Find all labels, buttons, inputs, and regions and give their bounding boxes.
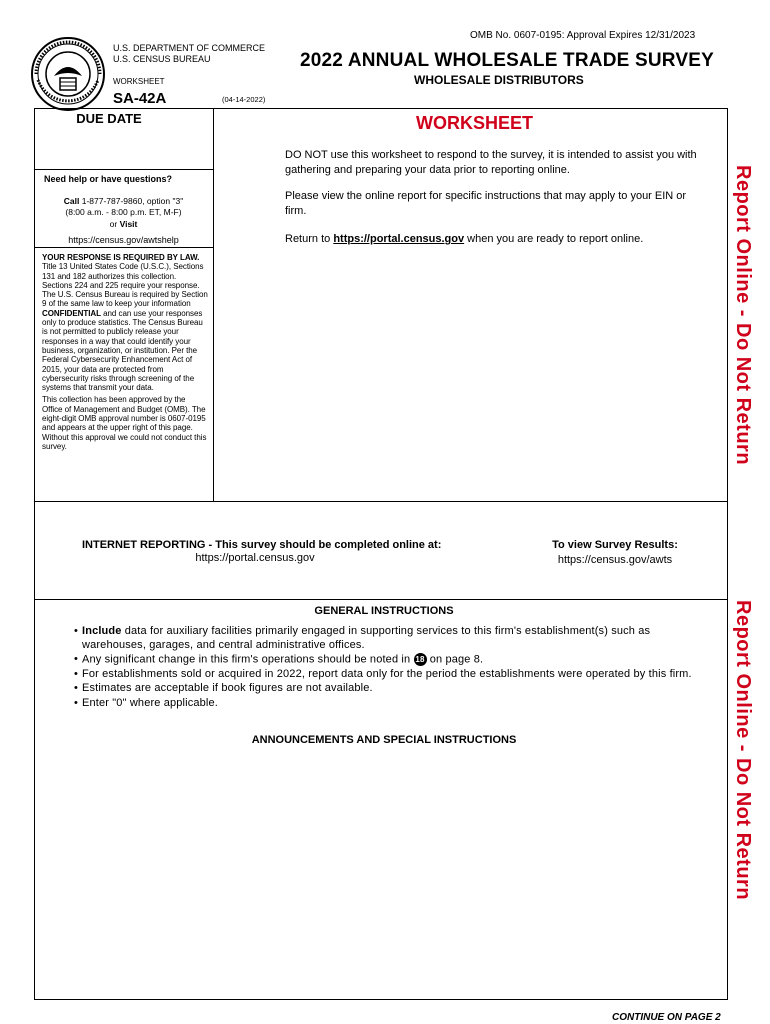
dept-line-1: U.S. DEPARTMENT OF COMMERCE	[113, 43, 266, 53]
due-date-label: DUE DATE	[76, 111, 142, 126]
form-id: SA-42A	[113, 90, 167, 107]
left-column-divider	[213, 108, 214, 501]
list-item	[74, 697, 714, 711]
continue-note: CONTINUE ON PAGE 2	[612, 1012, 721, 1023]
item-text: For establishments sold or acquired in 2022, report data only for the period the establishments were operated by this firm.	[82, 667, 692, 680]
call-hours: (8:00 a.m. - 8:00 p.m. ET, M-F)	[65, 207, 182, 217]
item-text: Any significant change in this firm's operations should be noted in	[82, 653, 414, 666]
side-banner-top: Report Online - Do Not Return	[732, 165, 754, 466]
return-pre: Return to	[285, 233, 334, 245]
required-by-law: YOUR RESPONSE IS REQUIRED BY LAW.	[42, 253, 200, 262]
call-phone: 1-877-787-9860, option "3"	[79, 196, 184, 206]
item-text: Enter "0" where applicable.	[82, 696, 218, 709]
legal-text-1: Title 13 United States Code (U.S.C.), Sections 131 and 182 authorizes this collection. Sections 224 and 225 require your response. The U.S. Census Bureau is required by Section 9 of the same law to keep your information	[42, 262, 208, 309]
item-text: data for auxiliary facilities primarily engaged in supporting services to this firm's establishment(s) such as warehouses, garages, and central administrative offices.	[82, 625, 651, 651]
list-item	[74, 682, 714, 696]
list-item	[74, 668, 714, 682]
survey-results-label: To view Survey Results:	[552, 539, 678, 551]
omb-approval-text: This collection has been approved by the Office of Management and Budget (OMB). The eight-digit OMB approval number is 0607-0195 and appears at the upper right of this page. Without this approval we could not conduct this survey.	[42, 395, 207, 451]
required-divider	[34, 247, 213, 248]
or-text: or	[109, 219, 120, 229]
worksheet-paragraph-1: DO NOT use this worksheet to respond to the survey, it is intended to assist you with gathering and preparing your data prior to reporting online.	[285, 149, 697, 176]
form-date: (04-14-2022)	[222, 95, 266, 104]
bullet: •	[74, 653, 79, 665]
top-section-divider	[34, 501, 728, 502]
help-url-link[interactable]: https://census.gov/awtshelp	[68, 235, 179, 245]
help-visit	[34, 219, 213, 229]
help-title: Need help or have questions?	[44, 174, 173, 184]
omb-approval: OMB No. 0607-0195: Approval Expires 12/31/2023	[470, 30, 696, 41]
internet-reporting-link[interactable]: https://portal.census.gov	[195, 552, 315, 564]
general-instructions-list	[74, 625, 714, 711]
confidential-label: CONFIDENTIAL	[42, 308, 101, 318]
visit-label: Visit	[119, 219, 138, 229]
internet-reporting-label: INTERNET REPORTING - This survey should be completed online at:	[82, 539, 442, 551]
side-banner-bottom: Report Online - Do Not Return	[732, 600, 754, 901]
department-name	[113, 43, 265, 65]
bullet: •	[74, 667, 79, 680]
worksheet-paragraph-2: Please view the online report for specific instructions that may apply to your EIN or firm.	[285, 190, 687, 217]
general-instructions-title: GENERAL INSTRUCTIONS	[314, 605, 454, 617]
item-text: on page 8.	[426, 653, 484, 666]
commerce-seal-icon	[30, 36, 106, 112]
legal-notice	[42, 253, 208, 454]
due-date-divider	[34, 169, 213, 170]
worksheet-label: WORKSHEET	[113, 77, 165, 86]
worksheet-title: WORKSHEET	[416, 113, 533, 133]
return-post: when you are ready to report online.	[464, 233, 644, 245]
legal-text-2: and can use your responses only to produce statistics. The Census Bureau is not permitted to publicly release your responses in a way that could identify your business, organization, or institution. Per the Federal Cybersecurity Enhancement Act of 2015, your data are protected from cybersecurity risks through screening of the systems that transmit your data.	[42, 308, 203, 393]
item-number-badge: 18	[415, 655, 425, 664]
announcements-title: ANNOUNCEMENTS AND SPECIAL INSTRUCTIONS	[251, 734, 517, 746]
survey-title: 2022 ANNUAL WHOLESALE TRADE SURVEY	[300, 50, 714, 71]
bullet: •	[74, 625, 79, 637]
call-label: Call	[63, 196, 80, 206]
survey-results-link[interactable]: https://census.gov/awts	[557, 554, 673, 566]
dept-line-2: U.S. CENSUS BUREAU	[113, 54, 211, 64]
internet-section-divider	[34, 599, 728, 600]
include-label: Include	[82, 625, 122, 637]
help-call	[34, 196, 213, 218]
bullet: •	[74, 696, 79, 709]
worksheet-paragraph-3	[285, 232, 705, 247]
list-item	[74, 625, 714, 652]
survey-subtitle: WHOLESALE DISTRIBUTORS	[414, 73, 584, 87]
list-item	[74, 653, 714, 667]
portal-link[interactable]: https://portal.census.gov	[333, 233, 465, 245]
item-text: Estimates are acceptable if book figures are not available.	[82, 682, 373, 695]
bullet: •	[74, 682, 79, 695]
